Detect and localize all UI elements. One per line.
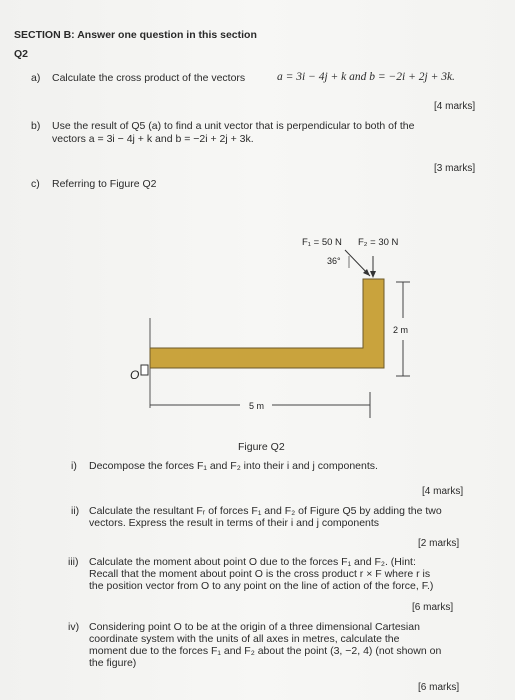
- angle-label: 36°: [327, 256, 341, 266]
- point-o-marker: [141, 365, 148, 375]
- part-c-text: Referring to Figure Q2: [52, 178, 157, 190]
- part-b-line1: Use the result of Q5 (a) to find a unit vector that is perpendicular to both of the: [52, 120, 415, 132]
- subpart-ii-line2: vectors. Express the result in terms of their i and j components: [89, 517, 380, 529]
- point-o-label: O: [130, 368, 140, 382]
- subpart-iv-line3: moment due to the forces F₁ and F₂ about the point (3, −2, 4) (not shown on: [89, 645, 442, 657]
- part-a-vectors: a = 3i − 4j + k and b = −2i + 2j + 3k.: [277, 71, 455, 83]
- subpart-iv-marks: [6 marks]: [418, 682, 460, 693]
- subpart-iii-line3: the position vector from O to any point on the line of action of the force, F.): [89, 580, 434, 592]
- subpart-iv-line4: the figure): [89, 657, 137, 669]
- beam-vertical: [363, 279, 384, 351]
- f2-arrowhead: [370, 271, 376, 278]
- subpart-iii-line2: Recall that the moment about point O is the cross product r × F where r is: [89, 568, 431, 580]
- f1-label: F₁ = 50 N: [302, 237, 342, 248]
- subpart-ii-marks: [2 marks]: [418, 538, 460, 549]
- part-a-text: Calculate the cross product of the vectors: [52, 72, 246, 84]
- part-a-marks: [4 marks]: [434, 101, 476, 112]
- subpart-i-text: Decompose the forces F₁ and F₂ into their i and j components.: [89, 460, 378, 472]
- length-label: 5 m: [249, 401, 265, 411]
- subpart-iii-label: iii): [68, 556, 79, 568]
- part-b-line2: vectors a = 3i − 4j + k and b = −2i + 2j + 3k.: [52, 133, 254, 145]
- subpart-i-marks: [4 marks]: [422, 486, 464, 497]
- subpart-ii-label: ii): [71, 505, 80, 517]
- subpart-i-label: i): [71, 460, 77, 472]
- subpart-iv-line1: Considering point O to be at the origin of a three dimensional Cartesian: [89, 621, 420, 633]
- f2-label: F₂ = 30 N: [358, 237, 399, 248]
- beam-horizontal: [150, 348, 384, 368]
- part-b-marks: [3 marks]: [434, 163, 476, 174]
- question-number: Q2: [14, 48, 29, 60]
- subpart-iii-marks: [6 marks]: [412, 602, 454, 613]
- part-a-label: a): [31, 72, 41, 84]
- subpart-iv-label: iv): [68, 621, 80, 633]
- part-b-label: b): [31, 120, 41, 132]
- height-label: 2 m: [393, 325, 409, 335]
- subpart-iii-line1: Calculate the moment about point O due to the forces F₁ and F₂. (Hint:: [89, 556, 416, 568]
- subpart-iv-line2: coordinate system with the units of all axes in metres, calculate the: [89, 633, 400, 645]
- subpart-ii-line1: Calculate the resultant Fᵣ of forces F₁ and F₂ of Figure Q5 by adding the two: [89, 505, 442, 517]
- part-c-label: c): [31, 178, 40, 190]
- figure-caption: Figure Q2: [238, 441, 285, 453]
- section-title: SECTION B: Answer one question in this section: [14, 29, 257, 41]
